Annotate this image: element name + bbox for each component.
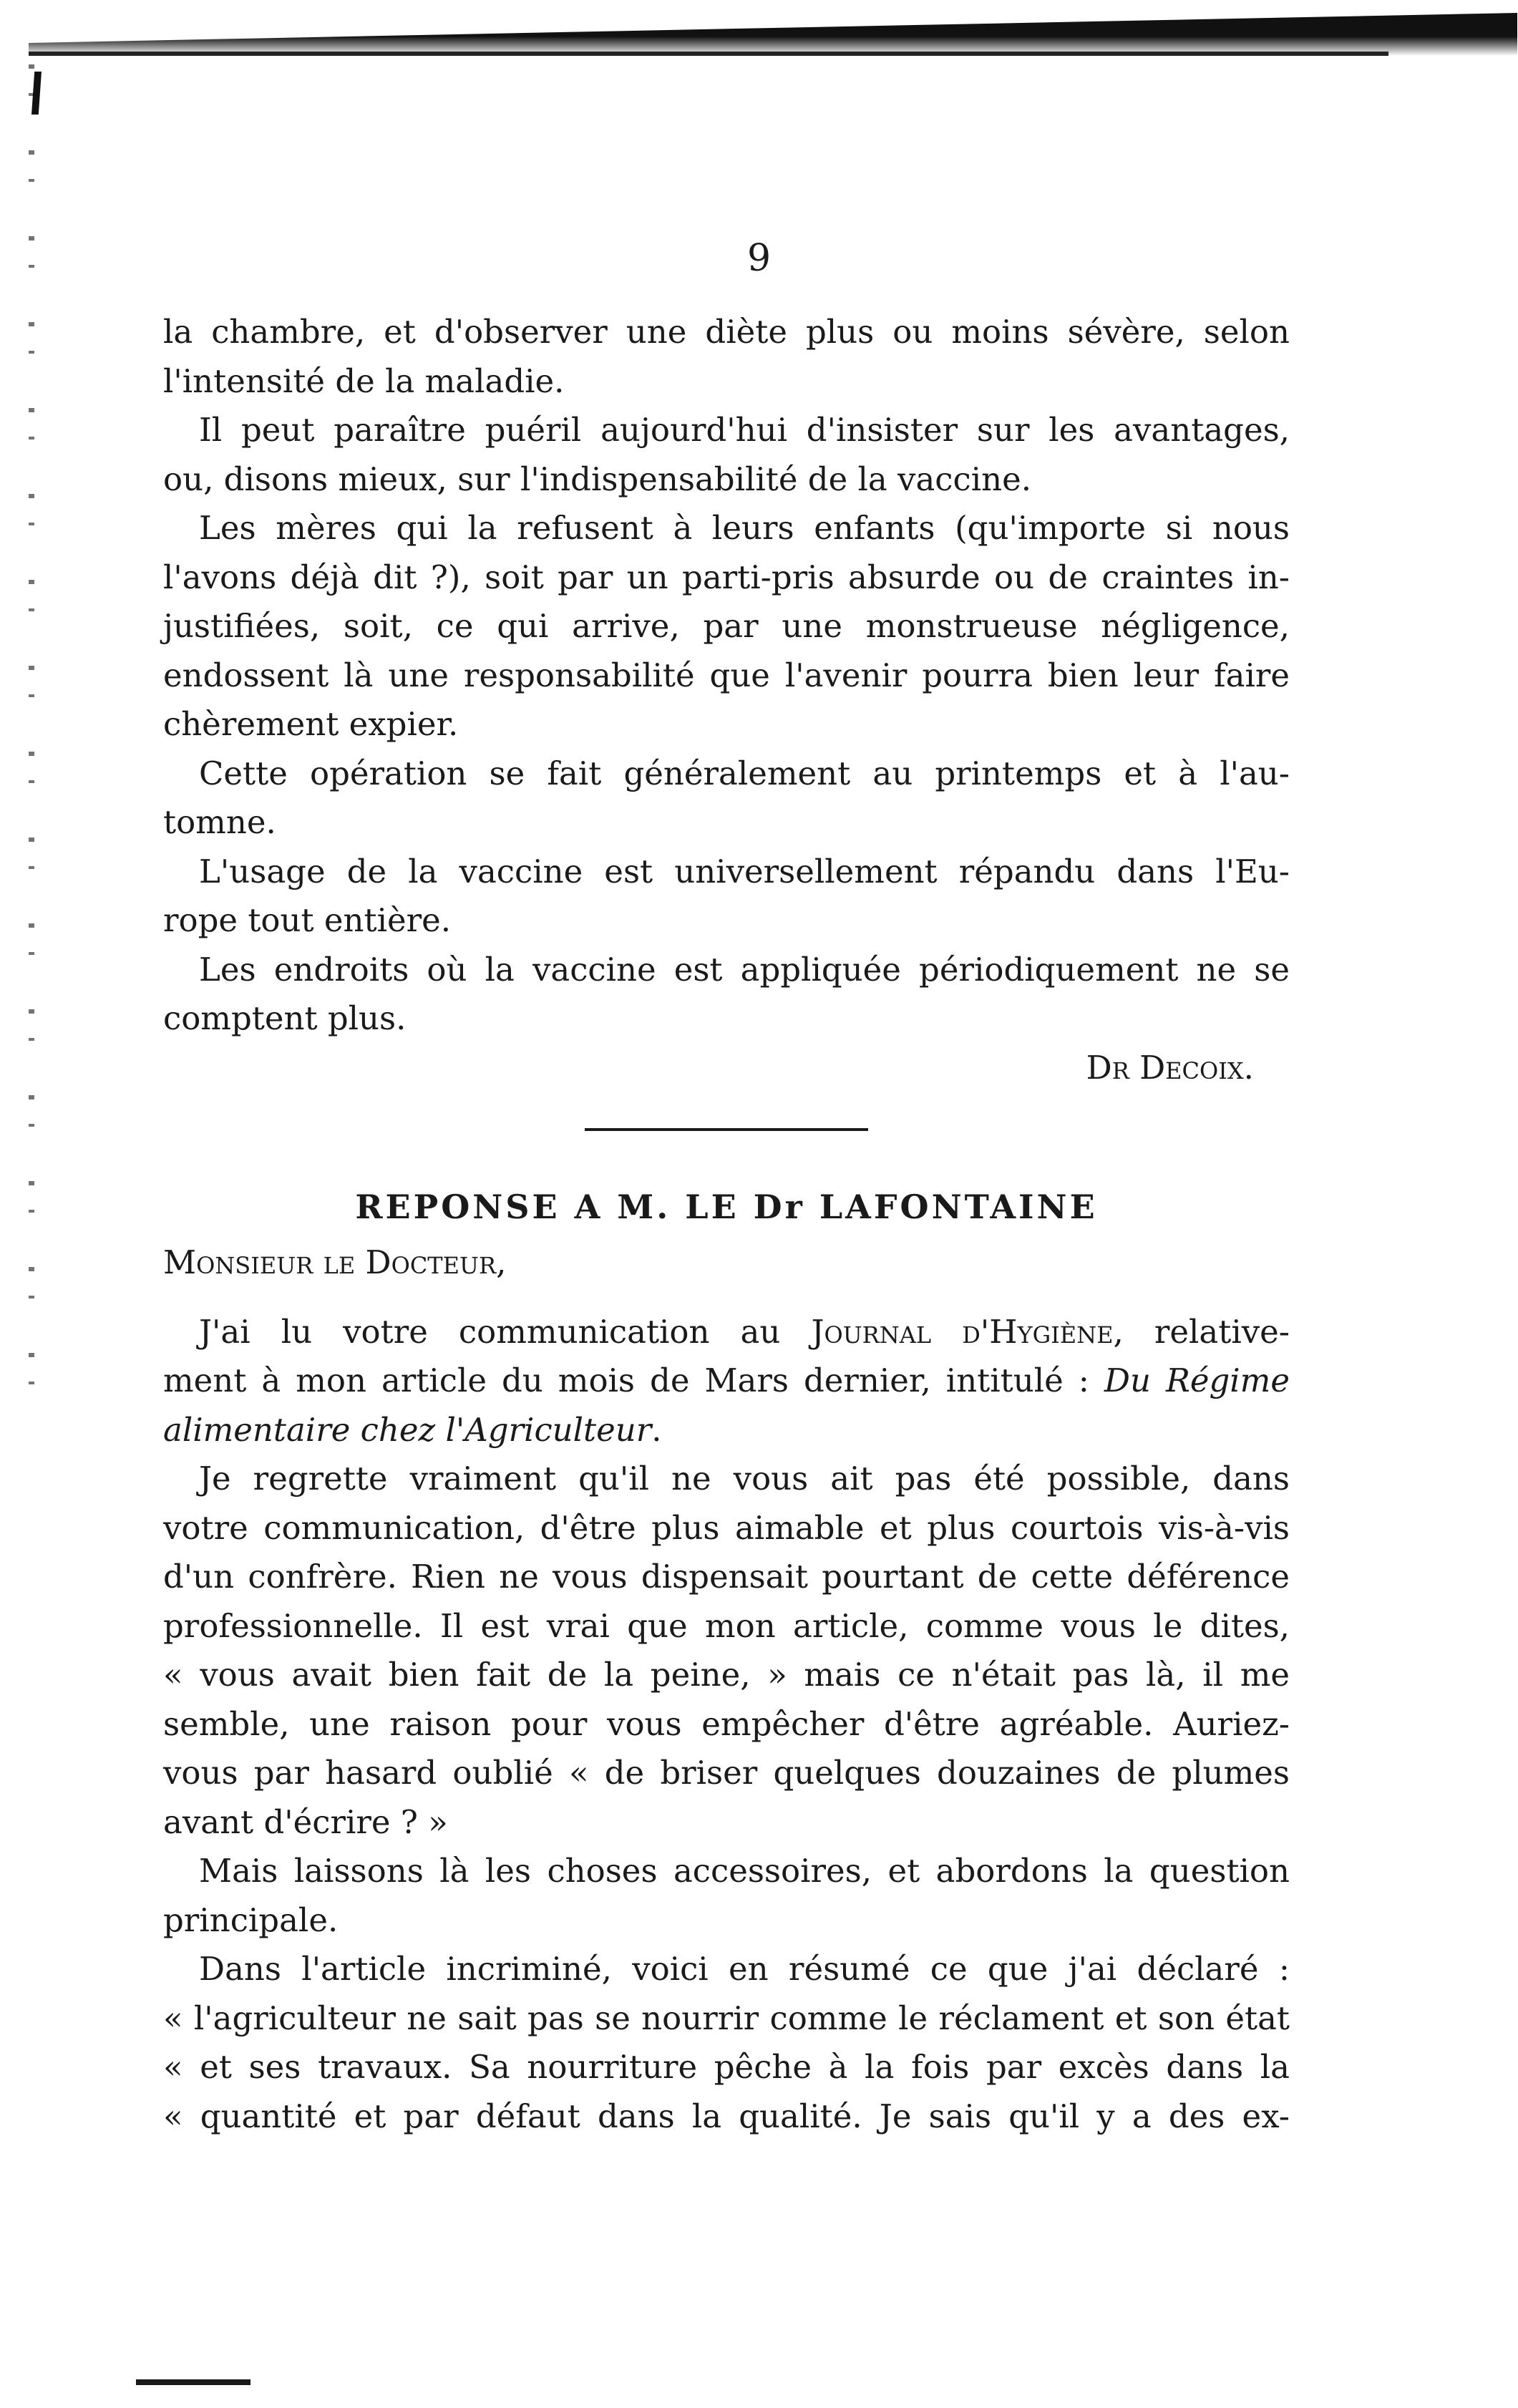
text-line <box>163 1308 1290 1357</box>
article-title: Du Régime <box>1104 1361 1290 1399</box>
text-line: l'intensité de la maladie. <box>163 361 565 400</box>
page-body <box>163 308 1290 2141</box>
text-line: l'avons déjà dit ?), soit par un parti-pris absurde ou de craintes in- <box>163 558 1290 596</box>
scan-artifact-bottom <box>136 2379 250 2385</box>
text-line: Les mères qui la refusent à leurs enfants (qu'importe si nous <box>199 509 1290 547</box>
text-line: Je regrette vraiment qu'il ne vous ait pas été possible, dans <box>199 1460 1290 1497</box>
salutation: Monsieur le Docteur, <box>163 1243 507 1281</box>
text-line: comptent plus. <box>163 999 407 1037</box>
text-line: vous par hasard oublié « de briser quelques douzaines de plumes <box>163 1754 1290 1792</box>
text-line: professionnelle. Il est vrai que mon article, comme vous le dites, <box>163 1606 1290 1645</box>
text-line <box>163 1406 1290 1455</box>
text-line: la chambre, et d'observer une diète plus ou moins sévère, selon <box>163 313 1290 351</box>
text-line: Dans l'article incriminé, voici en résumé ce que j'ai déclaré : <box>199 1950 1290 1988</box>
text-fragment: , relative- <box>1113 1312 1290 1351</box>
scan-artifact-top-line <box>29 52 1388 56</box>
text-line: rope tout entière. <box>163 901 452 939</box>
text-line: tomne. <box>163 803 276 841</box>
scan-artifact-top <box>29 13 1517 56</box>
text-line: votre communication, d'être plus aimable et plus courtois vis-à-vis <box>163 1508 1290 1547</box>
text-line: chèrement expier. <box>163 705 459 743</box>
text-line: « quantité et par défaut dans la qualité. Je sais qu'il y a des ex- <box>163 2097 1290 2135</box>
text-line: justifiées, soit, ce qui arrive, par une monstrueuse négligence, <box>163 607 1290 645</box>
page-number: 9 <box>746 237 772 280</box>
text-line: Il peut paraître puéril aujourd'hui d'insister sur les avantages, <box>199 411 1290 449</box>
text-line: d'un confrère. Rien ne vous dispensait pourtant de cette déférence <box>163 1558 1290 1596</box>
text-line: « vous avait bien fait de la peine, » mais ce n'était pas là, il me <box>163 1656 1290 1694</box>
text-line: Cette opération se fait généralement au printemps et à l'au- <box>199 754 1290 792</box>
text-fragment: J'ai lu votre communication au <box>199 1312 812 1351</box>
text-fragment: . <box>651 1410 662 1449</box>
text-line: « l'agriculteur ne sait pas se nourrir comme le réclament et son état <box>163 1999 1290 2037</box>
text-line: avant d'écrire ? » <box>163 1802 448 1841</box>
journal-name: Journal d'Hygiène <box>811 1312 1114 1351</box>
text-line: endossent là une responsabilité que l'avenir pourra bien leur faire <box>163 656 1290 694</box>
text-line: Mais laissons là les choses accessoires, et abordons la question <box>199 1852 1290 1890</box>
text-line: L'usage de la vaccine est universellement répandu dans l'Eu- <box>199 852 1290 890</box>
signature: Dr Decoix. <box>1086 1048 1254 1087</box>
text-line: semble, une raison pour vous empêcher d'être agréable. Auriez- <box>163 1704 1290 1743</box>
section-divider <box>585 1128 868 1131</box>
article-title: alimentaire chez l'Agriculteur <box>163 1410 652 1449</box>
text-line <box>163 1356 1290 1406</box>
text-line: Les endroits où la vaccine est appliquée périodiquement ne se <box>199 950 1290 989</box>
section-heading: REPONSE A M. LE Dr LAFONTAINE <box>355 1188 1098 1226</box>
text-fragment: ment à mon article du mois de Mars dernier, intitulé : <box>163 1361 1104 1399</box>
text-line: principale. <box>163 1900 339 1939</box>
text-line: ou, disons mieux, sur l'indispensabilité de la vaccine. <box>163 460 1032 498</box>
text-line: « et ses travaux. Sa nourriture pêche à la fois par excès dans la <box>163 2048 1290 2086</box>
